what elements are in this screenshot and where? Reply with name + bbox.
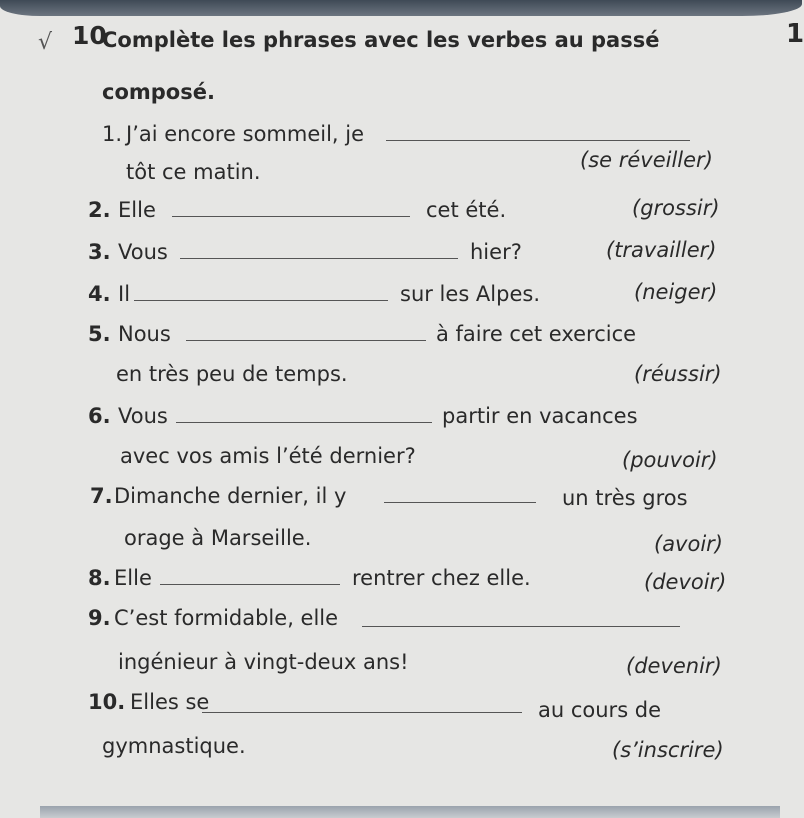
verb-hint: (pouvoir): [622, 448, 718, 472]
verb-hint: (se réveiller): [580, 148, 713, 172]
item-text-after: cet été.: [426, 198, 507, 222]
item-number: 4.: [88, 282, 111, 306]
answer-blank[interactable]: [160, 584, 340, 585]
item-text-before: C’est formidable, elle: [114, 606, 339, 630]
item-text-before: Vous: [118, 404, 168, 428]
item-text-before: Nous: [118, 322, 171, 346]
verb-hint: (s’inscrire): [612, 738, 724, 762]
item-number: 10.: [88, 690, 126, 714]
page-number: 1: [786, 19, 804, 49]
answer-blank[interactable]: [384, 502, 536, 503]
item-text-after: rentrer chez elle.: [352, 566, 531, 590]
item-number: 8.: [88, 566, 111, 590]
verb-hint: (neiger): [634, 280, 718, 304]
item-text-after: au cours de: [538, 698, 662, 722]
item-text-before: J’ai encore sommeil, je: [126, 122, 365, 146]
answer-blank[interactable]: [362, 626, 680, 627]
answer-blank[interactable]: [176, 422, 432, 423]
item-text-after: à faire cet exercice: [436, 322, 637, 346]
item-text-line2: orage à Marseille.: [124, 526, 312, 550]
answer-blank[interactable]: [186, 340, 426, 341]
item-number: 3.: [88, 240, 111, 264]
item-text-after: sur les Alpes.: [400, 282, 540, 306]
item-number: 9.: [88, 606, 111, 630]
item-number: 6.: [88, 404, 111, 428]
answer-blank[interactable]: [202, 712, 522, 713]
exercise-number: 10: [72, 21, 107, 50]
verb-hint: (devenir): [626, 654, 722, 678]
item-text-after: un très gros: [562, 486, 688, 510]
item-text-before: Elles se: [130, 690, 210, 714]
answer-blank[interactable]: [172, 216, 410, 217]
verb-hint: (réussir): [634, 362, 722, 386]
exercise-title-line2: composé.: [102, 80, 215, 104]
item-number: 2.: [88, 198, 111, 222]
page-bottom-edge: [40, 806, 780, 818]
item-text-line2: ingénieur à vingt-deux ans!: [118, 650, 409, 674]
item-number: 7.: [90, 484, 113, 508]
item-text-before: Dimanche dernier, il y: [114, 484, 347, 508]
verb-hint: (devoir): [644, 570, 727, 594]
item-text-before: Elle: [118, 198, 156, 222]
item-number: 5.: [88, 322, 111, 346]
item-text-line2: avec vos amis l’été dernier?: [120, 444, 416, 468]
item-text-line2: tôt ce matin.: [126, 160, 261, 184]
item-text-before: Elle: [114, 566, 152, 590]
item-number: 1.: [102, 122, 123, 146]
answer-blank[interactable]: [180, 258, 458, 259]
answer-blank[interactable]: [386, 140, 690, 141]
item-text-before: Il: [118, 282, 131, 306]
verb-hint: (travailler): [606, 238, 717, 262]
page-top-edge: [0, 0, 802, 16]
check-mark: √: [38, 30, 53, 55]
exercise-title-line1: Complète les phrases avec les verbes au passé: [102, 28, 660, 52]
verb-hint: (avoir): [654, 532, 723, 556]
item-text-line2: gymnastique.: [102, 734, 246, 758]
verb-hint: (grossir): [632, 196, 720, 220]
item-text-after: hier?: [470, 240, 522, 264]
item-text-line2: en très peu de temps.: [116, 362, 348, 386]
item-text-after: partir en vacances: [442, 404, 638, 428]
answer-blank[interactable]: [134, 300, 388, 301]
item-text-before: Vous: [118, 240, 168, 264]
